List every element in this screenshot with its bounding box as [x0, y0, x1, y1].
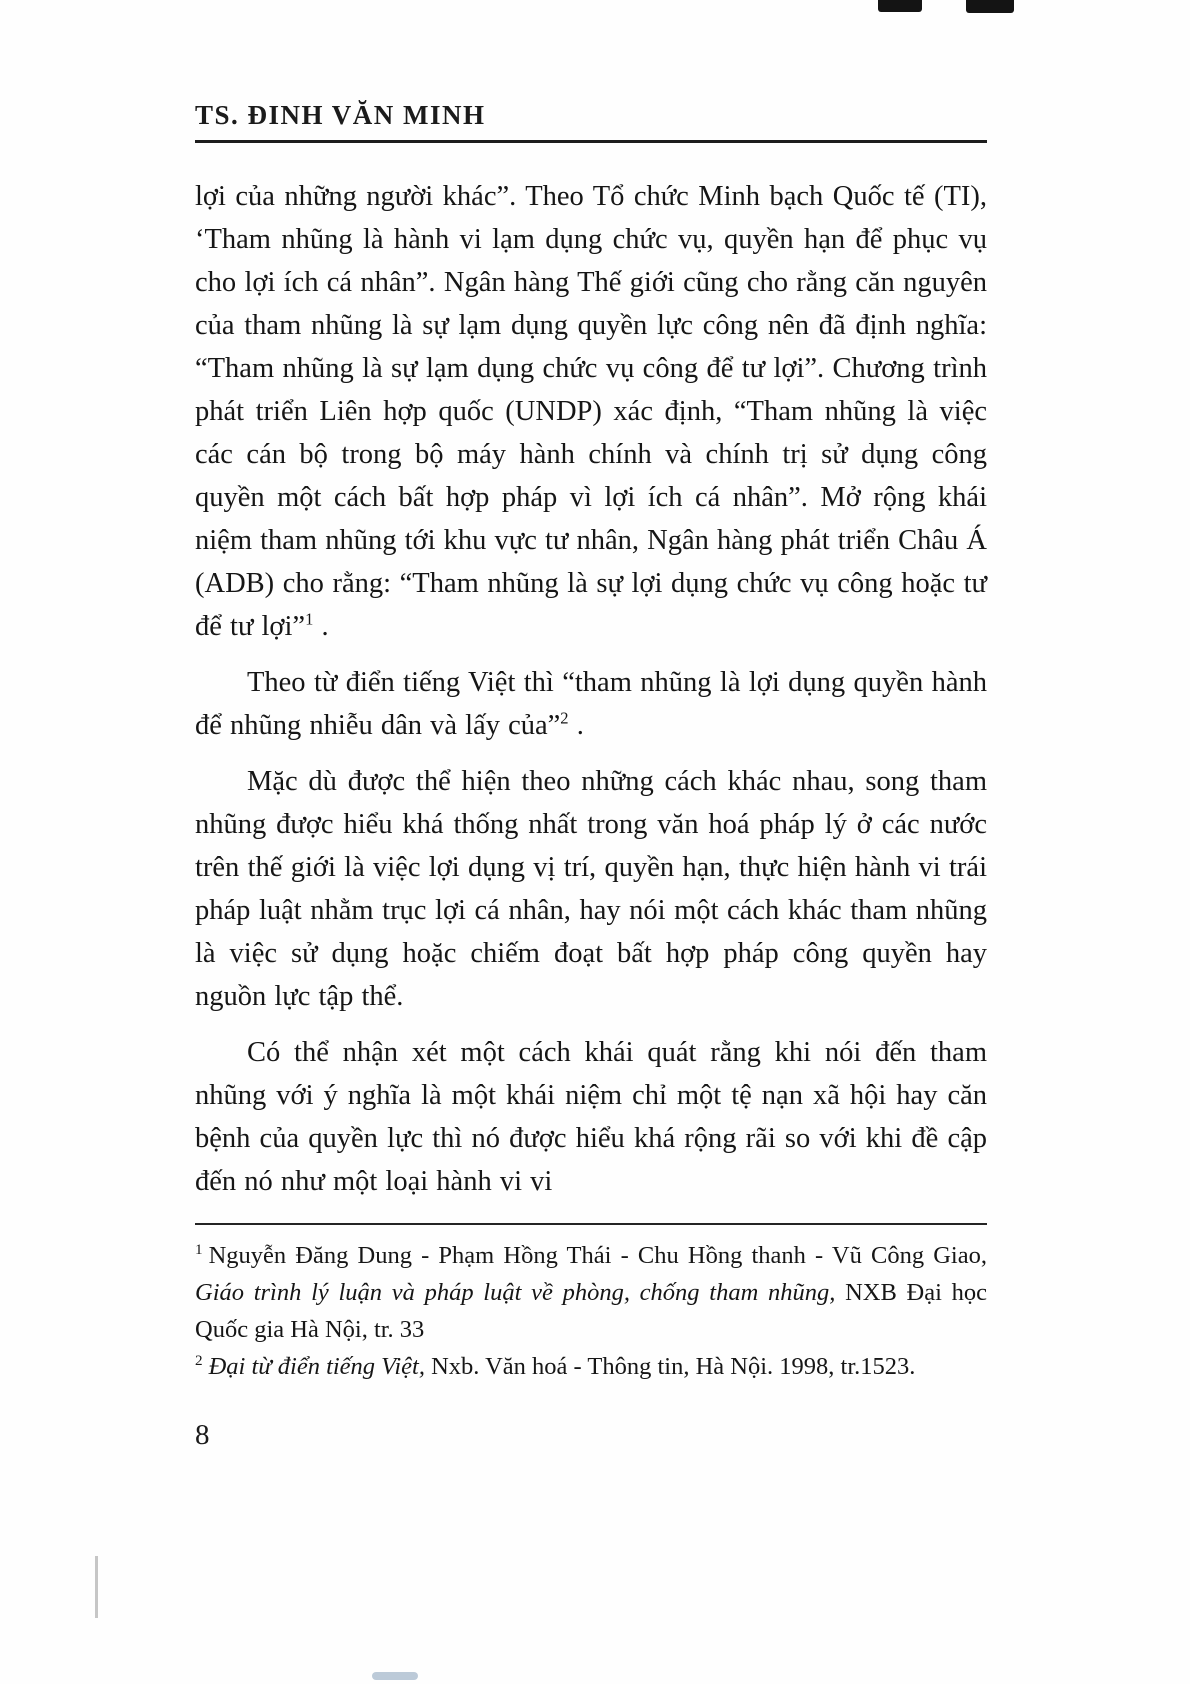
scan-artifact-top-right-1	[878, 0, 922, 12]
paragraph-1	[195, 175, 987, 648]
page-content	[195, 100, 987, 1452]
footnote-2-segment-1-title: Đại từ điển tiếng Việt,	[208, 1353, 425, 1380]
footnote-1-segment-2-title: Giáo trình lý luận và pháp luật về phòng, chống tham nhũng,	[195, 1279, 836, 1306]
body-text	[195, 175, 987, 1203]
paragraph-4	[195, 1031, 987, 1203]
scan-artifact-left-scratch	[95, 1556, 98, 1618]
paragraph-4-text: Có thể nhận xét một cách khái quát rằng khi nói đến tham nhũng với ý nghĩa là một khái niệm chỉ một tệ nạn xã hội hay căn bệnh của quyền lực thì nó được hiểu khá rộng rãi so với khi đề cập đến nó như một loại hành vi vi	[195, 1037, 987, 1197]
page-number: 8	[195, 1419, 210, 1451]
paragraph-2-text: Theo từ điển tiếng Việt thì “tham nhũng là lợi dụng quyền hành để nhũng nhiễu dân và lấy của”	[195, 667, 987, 741]
paragraph-2	[195, 661, 987, 747]
paragraph-3-text: Mặc dù được thể hiện theo những cách khác nhau, song tham nhũng được hiểu khá thống nhất trong văn hoá pháp lý ở các nước trên thế giới là việc lợi dụng vị trí, quyền hạn, thực hiện hành vi trái pháp luật nhằm trục lợi cá nhân, hay nói một cách khác tham nhũng là việc sử dụng hoặc chiếm đoạt bất hợp pháp công quyền hay nguồn lực tập thể.	[195, 766, 987, 1012]
footnote-2-segment-2: Nxb. Văn hoá - Thông tin, Hà Nội. 1998, tr.1523.	[424, 1353, 916, 1380]
running-header-author: TS. ĐINH VĂN MINH	[195, 100, 486, 130]
footnotes-section	[195, 1237, 987, 1385]
footnote-reference-1: 1	[305, 609, 314, 629]
scan-artifact-top-right-2	[966, 0, 1014, 13]
footnote-1-marker: 1	[195, 1240, 203, 1258]
footnote-reference-2: 2	[560, 708, 569, 728]
paragraph-1-text: lợi của những người khác”. Theo Tổ chức Minh bạch Quốc tế (TI), ‘Tham nhũng là hành vi lạm dụng chức vụ, quyền hạn để phục vụ cho lợi ích cá nhân”. Ngân hàng Thế giới cũng cho rằng căn nguyên của tham nhũng là sự lạm dụng quyền lực công nên đã định nghĩa: “Tham nhũng là sự lạm dụng chức vụ công để tư lợi”. Chương trình phát triển Liên hợp quốc (UNDP) xác định, “Tham nhũng là việc các cán bộ trong bộ máy hành chính và chính trị sử dụng công quyền một cách bất hợp pháp vì lợi ích cá nhân”. Mở rộng khái niệm tham nhũng tới khu vực tư nhân, Ngân hàng phát triển Châu Á (ADB) cho rằng: “Tham nhũng là sự lợi dụng chức vụ công hoặc tư để tư lợi”	[195, 181, 987, 642]
header-rule	[195, 140, 987, 143]
footnote-separator-rule	[195, 1223, 987, 1225]
paragraph-2-tail: .	[568, 710, 584, 741]
footnote-1-segment-3: NXB Đại học Quốc gia Hà Nội, tr. 33	[195, 1279, 987, 1343]
footnote-2	[195, 1348, 987, 1385]
footnote-1	[195, 1237, 987, 1348]
footnote-2-marker: 2	[195, 1351, 203, 1369]
paragraph-1-tail: .	[313, 611, 329, 642]
paragraph-3	[195, 760, 987, 1018]
footnote-1-segment-1: Nguyễn Đăng Dung - Phạm Hồng Thái - Chu Hồng thanh - Vũ Công Giao,	[208, 1242, 987, 1269]
scan-artifact-bottom-smudge	[372, 1672, 418, 1680]
